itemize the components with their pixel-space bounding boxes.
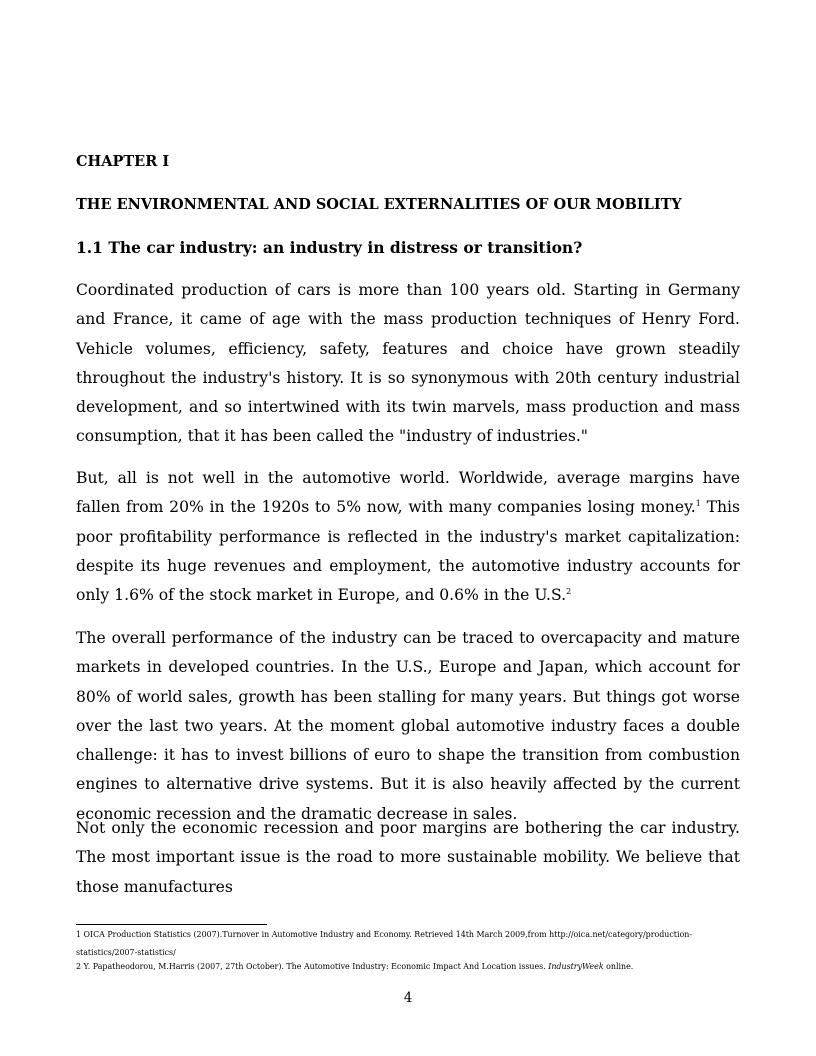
paragraph-2-text-b: This poor profitability performance is reflected in the industry's market capitalization: despite its huge revenues and employment, the automotive industry accounts for only 1.6% of the stock market in Europe, and 0.6% in the U.S. xyxy=(76,498,741,605)
footnote-1: 1 OICA Production Statistics (2007).Turnover in Automotive Industry and Economy. Retrieved 14th March 2009,from http://oica.net/category/production-statistics/2007-statistics/ xyxy=(76,930,692,957)
section-title: 1.1 The car industry: an industry in distress or transition? xyxy=(76,238,583,257)
paragraph-2-text-a: But, all is not well in the automotive world. Worldwide, average margins have fallen from 20% in the 1920s to 5% now, with many companies losing money. xyxy=(76,469,740,517)
paragraph-3: The overall performance of the industry can be traced to overcapacity and mature markets in developed countries. In the U.S., Europe and Japan, which account for 80% of world sales, growth has been stalling for many years. But things got worse over the last two years. At the moment global automotive industry faces a double challenge: it has to invest billions of euro to shape the transition from combustion engines to alternative drive systems. But it is also heavily affected by the current economic recession and the dramatic decrease in sales. xyxy=(76,629,740,823)
footnote-separator xyxy=(76,924,267,925)
footnote-2-text-b: online. xyxy=(603,962,634,971)
paragraph-4: Not only the economic recession and poor margins are bothering the car industry. The most important issue is the road to more sustainable mobility. We believe that those manufactures xyxy=(76,819,740,896)
footnote-2 xyxy=(76,958,740,976)
chapter-title: THE ENVIRONMENTAL AND SOCIAL EXTERNALITIES OF OUR MOBILITY xyxy=(76,196,682,213)
footnote-2-publication: IndustryWeek xyxy=(548,962,604,971)
footnote-2-text-a: 2 Y. Papatheodorou, M.Harris (2007, 27th October). The Automotive Industry: Economic Impact And Location issues. xyxy=(76,962,549,971)
chapter-label: CHAPTER I xyxy=(76,153,170,170)
paragraph-2 xyxy=(76,464,740,610)
page-number: 4 xyxy=(403,990,413,1006)
footnote-ref-1: 1 xyxy=(695,499,701,509)
footnote-ref-2: 2 xyxy=(566,587,572,596)
paragraph-1: Coordinated production of cars is more than 100 years old. Starting in Germany and France, it came of age with the mass production techniques of Henry Ford. Vehicle volumes, efficiency, safety, features and choice have grown steadily throughout the industry's history. It is so synonymous with 20th century industrial development, and so intertwined with its twin marvels, mass production and mass consumption, that it has been called the "industry of industries." xyxy=(76,281,740,446)
